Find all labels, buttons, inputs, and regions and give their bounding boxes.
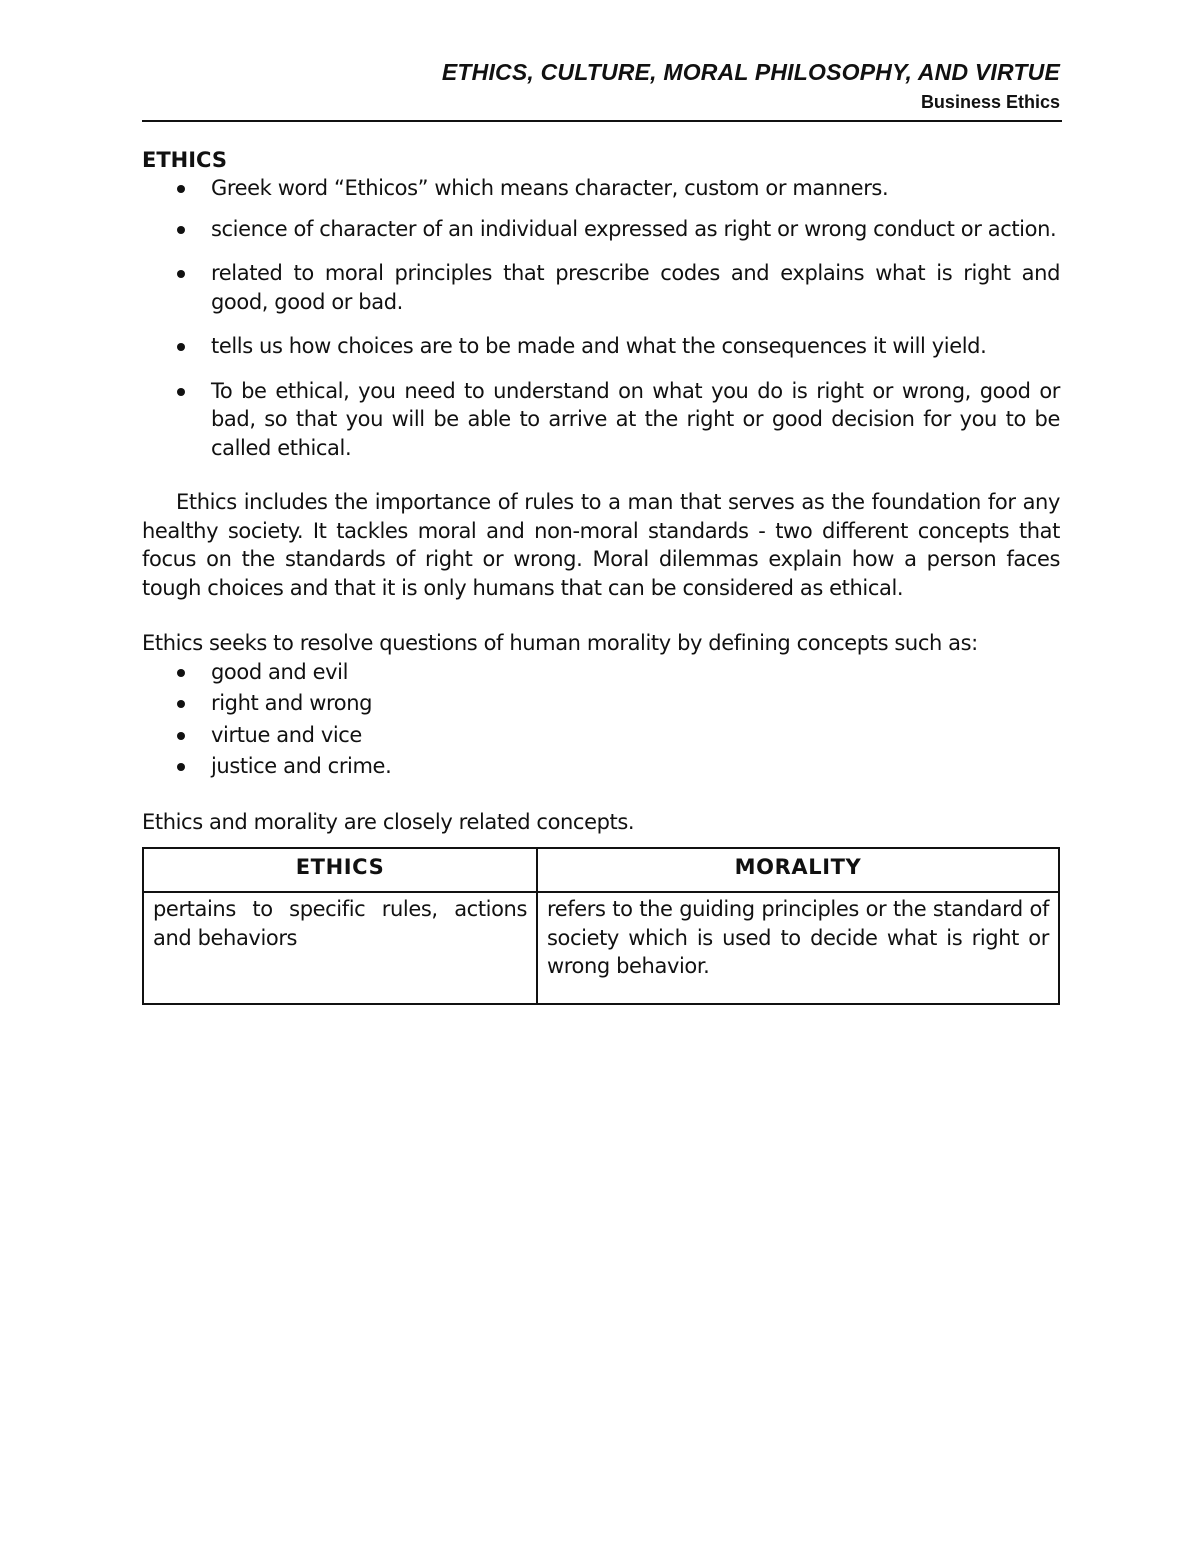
list-item (142, 658, 1060, 687)
table-row (143, 892, 1059, 1004)
table-header-ethics: ETHICS (143, 848, 537, 892)
bullet-icon (177, 185, 185, 193)
paragraph-ethics-questions: Ethics seeks to resolve questions of human morality by defining concepts such as: (142, 631, 978, 655)
list-item (142, 721, 1060, 750)
concepts-list (142, 658, 1060, 781)
list-item-text: Greek word “Ethicos” which means character, custom or manners. (211, 176, 889, 200)
list-item (142, 332, 1060, 361)
bullet-icon (177, 270, 185, 278)
document-subtitle: Business Ethics (920, 92, 1060, 112)
list-item-text: good and evil (211, 659, 349, 684)
table-cell-morality: refers to the guiding principles or the standard of society which is used to decide what is right or wrong behavior. (537, 892, 1059, 1004)
bullet-icon (177, 700, 185, 708)
bullet-icon (177, 669, 185, 677)
document-title: ETHICS, CULTURE, MORAL PHILOSOPHY, AND VIRTUE (441, 59, 1060, 85)
table-header-morality: MORALITY (537, 848, 1059, 892)
list-item-text: related to moral principles that prescribe codes and explains what is right and good, good or bad. (211, 261, 1060, 314)
bullet-icon (177, 226, 185, 234)
list-item (142, 174, 1060, 203)
ethics-morality-table (142, 847, 1060, 1005)
list-item (142, 377, 1060, 463)
document-page (142, 56, 1060, 1005)
bullet-icon (177, 732, 185, 740)
list-item-text: To be ethical, you need to understand on what you do is right or wrong, good or bad, so that you will be able to arrive at the right or good decision for you to be called ethical. (211, 378, 1060, 460)
bullet-icon (177, 763, 185, 771)
bullet-icon (177, 343, 185, 351)
list-item (142, 752, 1060, 781)
list-item (142, 215, 1060, 244)
table-header-row (143, 848, 1059, 892)
table-cell-ethics: pertains to specific rules, actions and behaviors (143, 892, 537, 1004)
list-item-text: tells us how choices are to be made and what the consequences it will yield. (211, 334, 987, 358)
bullet-icon (177, 388, 185, 396)
list-item-text: virtue and vice (211, 722, 362, 747)
list-item-text: science of character of an individual expressed as right or wrong conduct or action. (211, 216, 1057, 241)
list-item (142, 689, 1060, 718)
list-item (142, 259, 1060, 316)
ethics-definition-list (142, 174, 1060, 462)
list-item-text: justice and crime. (211, 754, 392, 778)
section-heading: ETHICS (142, 148, 227, 172)
paragraph-ethics-rules: Ethics includes the importance of rules to a man that serves as the foundation for any healthy society. It tackles moral and non-moral standards - two different concepts that focus on the standards of right or wrong. Moral dilemmas explain how a person faces tough choices and that it is only humans that can be considered as ethical. (142, 490, 1060, 600)
header-rule (142, 120, 1062, 122)
paragraph-ethics-morality: Ethics and morality are closely related concepts. (142, 809, 635, 834)
list-item-text: right and wrong (211, 691, 373, 715)
